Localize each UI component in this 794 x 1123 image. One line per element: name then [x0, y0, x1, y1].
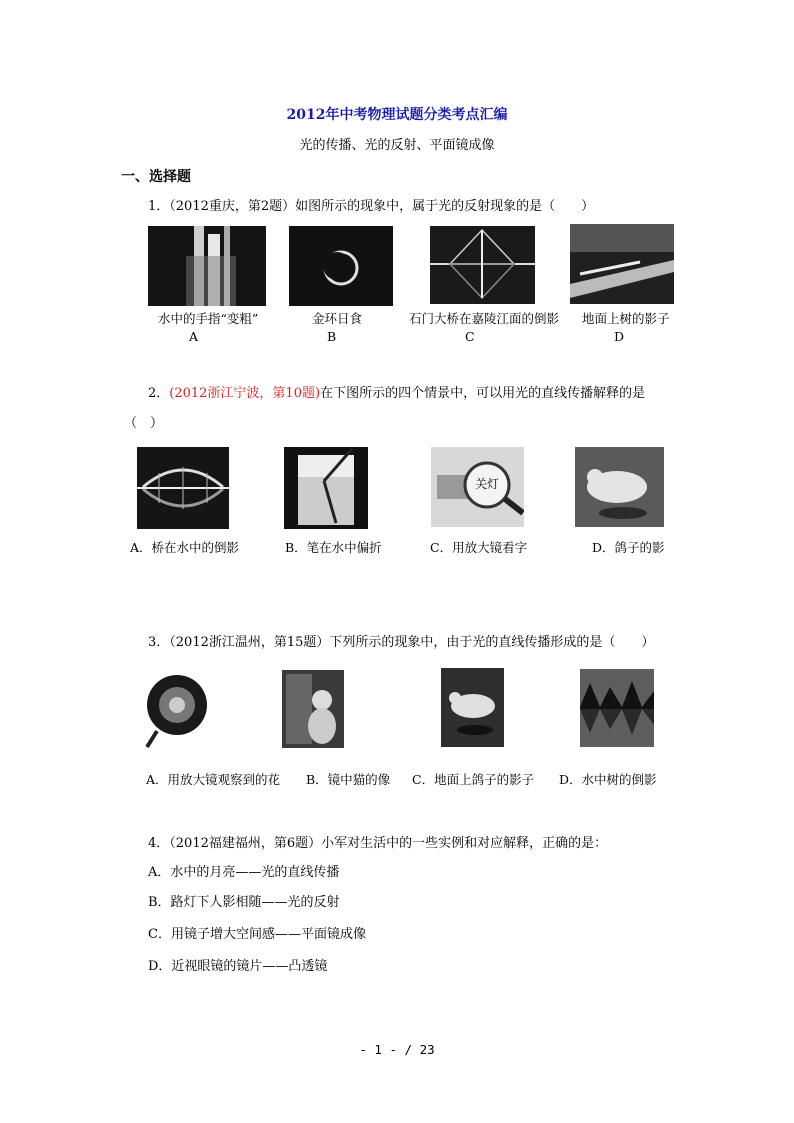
q2-caption-c: C．用放大镜看字	[430, 540, 528, 555]
question-2-number: 2．	[148, 386, 170, 401]
question-1-text: 1．（2012重庆，第2题）如图所示的现象中，属于光的反射现象的是（ ）	[148, 199, 595, 214]
page-number: - 1 - / 23	[359, 1042, 435, 1057]
q3-caption-b: B．镜中猫的像	[306, 772, 391, 787]
q3-image-c	[441, 668, 504, 747]
q4-option-a: A．水中的月亮——光的直线传播	[148, 865, 340, 880]
q4-option-d: D．近视眼镜的镜片——凸透镜	[148, 959, 328, 974]
q1-caption-a: 水中的手指“变粗”	[158, 311, 259, 326]
q1-letter-d: D	[614, 329, 625, 344]
q1-letter-c: C	[465, 329, 475, 344]
q3-caption-d: D．水中树的倒影	[559, 772, 657, 787]
q1-caption-c: 石门大桥在嘉陵江面的倒影	[409, 311, 560, 326]
q3-image-a	[143, 669, 209, 748]
q1-letter-a: A	[189, 329, 199, 344]
q2-image-a	[137, 447, 229, 529]
document-title: 2012年中考物理试题分类考点汇编	[286, 107, 508, 123]
q1-caption-b: 金环日食	[312, 311, 363, 326]
q3-image-b	[282, 670, 344, 748]
question-2-text	[148, 385, 645, 403]
q2-image-b	[284, 447, 368, 529]
q1-image-c	[430, 226, 535, 304]
question-4-text: 4．（2012福建福州，第6题）小军对生活中的一些实例和对应解释，正确的是：	[148, 836, 608, 851]
q2-image-d	[575, 447, 664, 527]
q1-letter-b: B	[327, 329, 337, 344]
question-3-text: 3．（2012浙江温州，第15题）下列所示的现象中，由于光的直线传播形成的是（ ）	[148, 635, 655, 650]
q2-caption-d: D．鸽子的影	[592, 540, 665, 555]
q4-option-b: B．路灯下人影相随——光的反射	[148, 895, 340, 910]
q3-image-d	[580, 669, 654, 747]
q1-image-d	[570, 224, 674, 304]
q4-option-c: C．用镜子增大空间感——平面镜成像	[148, 927, 366, 942]
q2-sign-text: 关灯	[475, 477, 500, 491]
q2-image-c	[431, 447, 524, 527]
q2-caption-b: B．笔在水中偏折	[285, 540, 382, 555]
question-2-body: 在下图所示的四个情景中，可以用光的直线传播解释的是	[320, 386, 646, 401]
q1-image-b	[289, 226, 393, 306]
section-heading: 一、选择题	[121, 169, 191, 185]
q2-caption-a: A．桥在水中的倒影	[130, 540, 240, 555]
question-2-source: (2012浙江宁波，第10题)	[169, 386, 321, 401]
document-subtitle: 光的传播、光的反射、平面镜成像	[299, 138, 495, 153]
q3-caption-a: A．用放大镜观察到的花	[146, 772, 281, 787]
q1-caption-d: 地面上树的影子	[582, 311, 670, 326]
question-2-blank: （ ）	[124, 416, 164, 431]
q1-image-a	[148, 226, 266, 306]
q3-caption-c: C．地面上鸽子的影子	[412, 772, 535, 787]
